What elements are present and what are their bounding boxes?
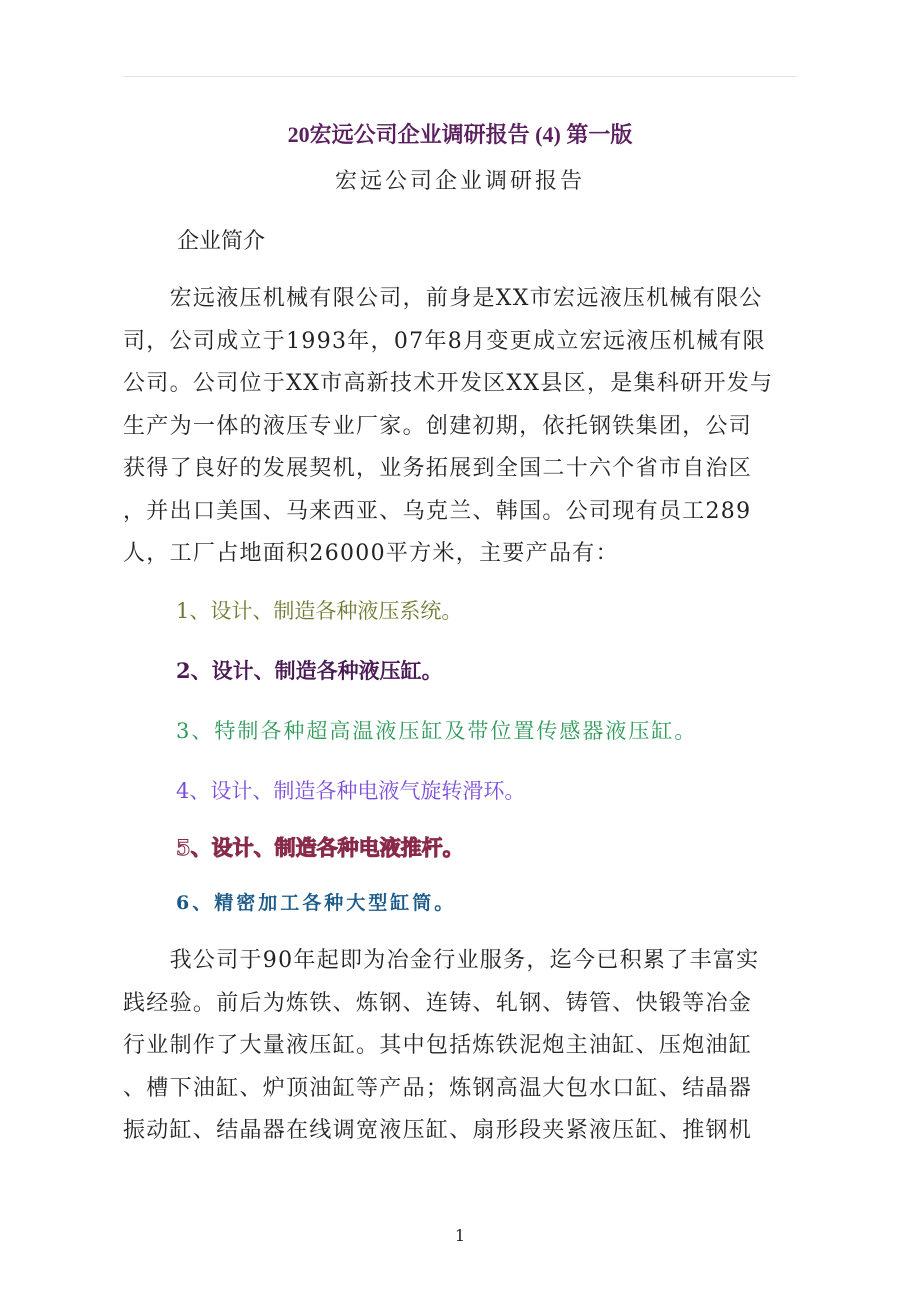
document-title: 20宏远公司企业调研报告 (4) 第一版 [287, 122, 633, 147]
page-number: 1 [454, 1226, 466, 1245]
paragraph-line: 、槽下油缸、炉顶油缸等产品；炼钢高温大包水口缸、结晶器 [123, 1075, 753, 1101]
paragraph-line: 公司。公司位于XX市高新技术开发区XX县区，是集科研开发与 [123, 371, 774, 396]
paragraph-line: 我公司于90年起即为冶金行业服务，迄今已积累了丰富实 [123, 948, 760, 973]
document-subtitle: 宏远公司企业调研报告 [334, 169, 585, 194]
paragraph-line: ，并出口美国、马来西亚、乌克兰、韩国。公司现有员工289 [123, 498, 752, 524]
paragraph-line: 宏远液压机械有限公司，前身是XX市宏远液压机械有限公 [123, 286, 763, 311]
section-heading: 企业简介 [177, 229, 266, 254]
product-list-item: 6、精密加工各种大型缸筒。 [176, 892, 457, 914]
product-list-item: 2、设计、制造各种液压缸。 [176, 658, 443, 683]
product-list-item: 3、特制各种超高温液压缸及带位置传感器液压缸。 [176, 719, 698, 743]
paragraph-line: 行业制作了大量液压缸。其中包括炼铁泥炮主油缸、压炮油缸 [123, 1033, 753, 1058]
paragraph-line: 人，工厂占地面积26000平方米，主要产品有： [123, 541, 619, 566]
paragraph-line: 振动缸、结晶器在线调宽液压缸、扇形段夹紧液压缸、推钢机 [123, 1118, 753, 1143]
paragraph-line: 获得了良好的发展契机，业务拓展到全国二十六个省市自治区 [123, 456, 753, 481]
product-list-item: 1、设计、制造各种液压系统。 [176, 599, 463, 623]
paragraph-line: 司，公司成立于1993年，07年8月变更成立宏远液压机械有限 [123, 328, 766, 354]
product-list-item: 4、设计、制造各种电液气旋转滑环。 [176, 779, 526, 803]
paragraph-line: 践经验。前后为炼铁、炼钢、连铸、轧钢、铸管、快锻等冶金 [123, 990, 753, 1016]
product-list-item: 5、设计、制造各种电液推杆。 [176, 835, 464, 860]
header-rule [123, 76, 797, 77]
paragraph-line: 生产为一体的液压专业厂家。创建初期，依托钢铁集团，公司 [123, 413, 753, 439]
